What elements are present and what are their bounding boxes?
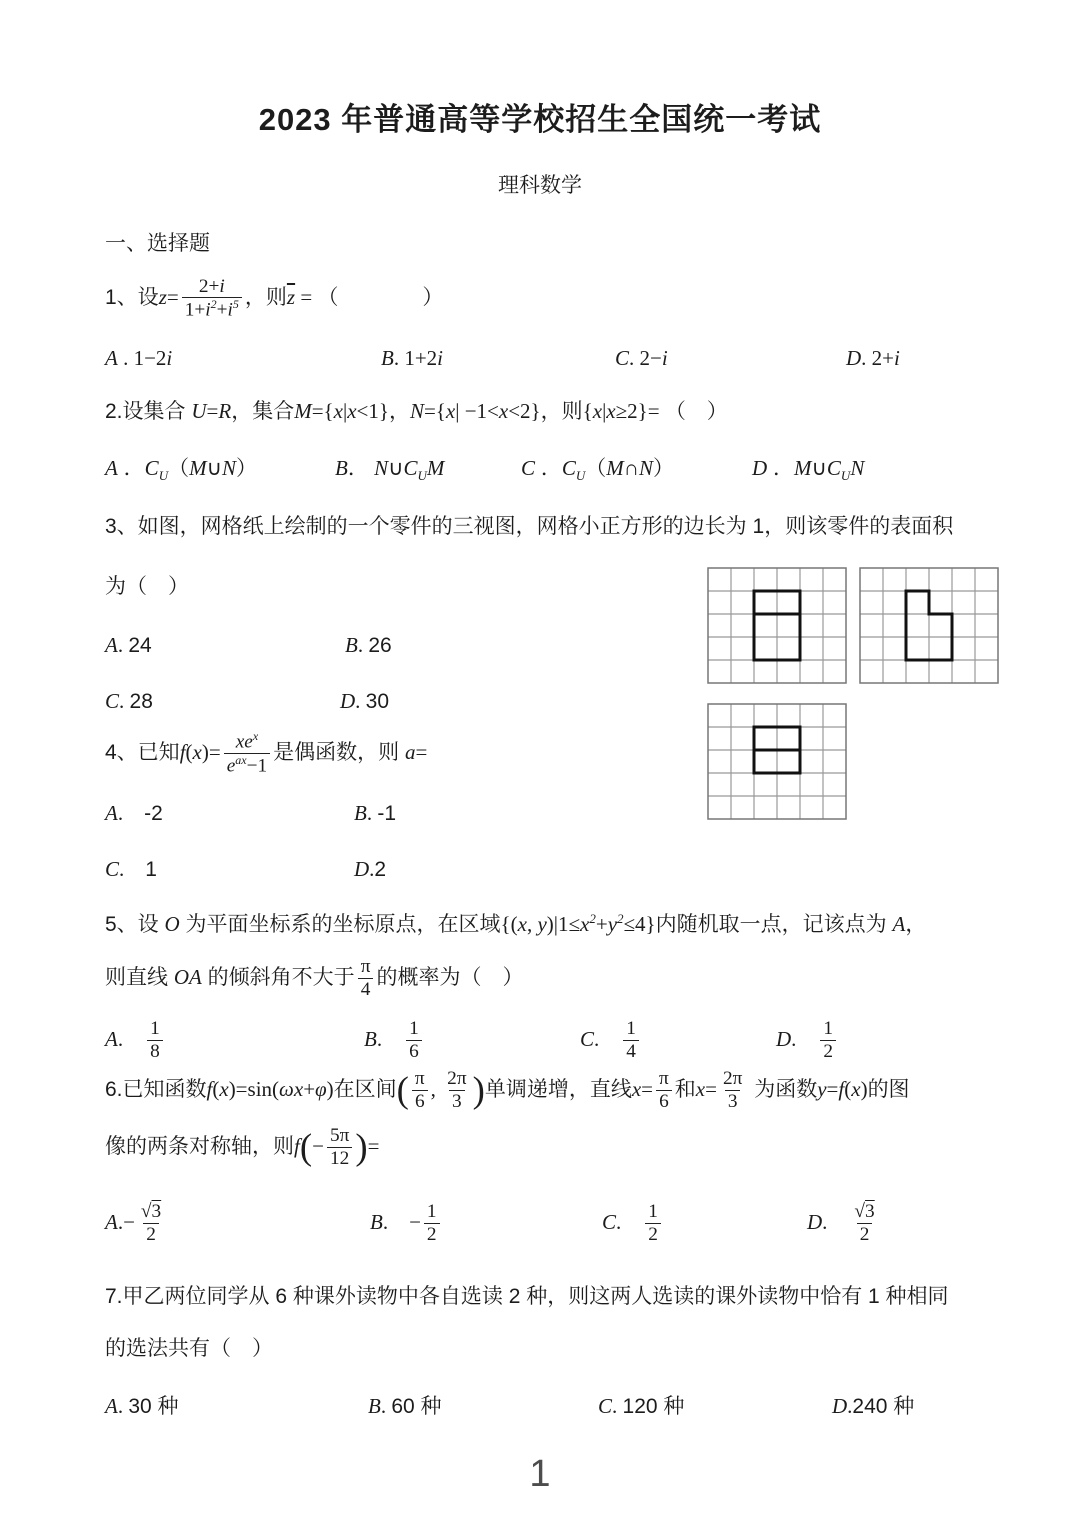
page-title: 2023 年普通高等学校招生全国统一考试 bbox=[258, 102, 822, 137]
question-4-option-b: B. -1 bbox=[354, 801, 397, 825]
question-2-stem: 2.设集合 U=R，集合M={x|x<1}，N={x| −1<x<2}，则{x|x≥2}= （ ） bbox=[105, 399, 728, 423]
question-1-option-a: A . 1−2i bbox=[105, 346, 173, 370]
question-3-option-d: D. 30 bbox=[340, 689, 390, 713]
page-subtitle: 理科数学 bbox=[498, 174, 582, 197]
question-1-option-c: C. 2−i bbox=[615, 346, 668, 370]
question-3-option-a: A. 24 bbox=[105, 633, 152, 657]
question-7-stem-line-1: 7.甲乙两位同学从 6 种课外读物中各自选读 2 种，则这两人选读的课外读物中恰有 1 种相同 bbox=[105, 1285, 949, 1308]
question-4-option-a: A. -2 bbox=[105, 801, 163, 825]
question-3-option-b: B. 26 bbox=[345, 633, 392, 657]
question-2-option-d: D ．$M\cup C_UN$ bbox=[752, 456, 865, 484]
section-heading: 一、选择题 bbox=[105, 232, 210, 255]
question-5-option-d: D . $\frac{1}{2}$ bbox=[776, 1012, 839, 1068]
question-5-stem-line-2: 则直线 OA 的倾斜角不大于 $\frac{\pi}{4}$ 的概率为（ ） bbox=[105, 956, 524, 1000]
question-2-option-c: C ．$C_U(M\cap N)$ bbox=[521, 456, 674, 484]
question-7-option-c: C. 120 种 bbox=[598, 1394, 685, 1418]
question-6-option-d: D . $\frac{√3}{2}$ bbox=[807, 1201, 875, 1245]
top-view-grid bbox=[706, 702, 848, 827]
question-4-option-c: C. 1 bbox=[105, 857, 157, 881]
question-6-option-a: A .− $\frac{√3}{2}$ bbox=[105, 1201, 162, 1245]
question-3-stem-line-1: 3、如图，网格纸上绘制的一个零件的三视图，网格小正方形的边长为 1，则该零件的表面积 bbox=[105, 515, 954, 538]
question-5-stem-line-1: 5、设 O 为平面坐标系的坐标原点，在区域{(x, $y)|1\le x^2+y^2\le 4$}内随机取一点，记该点为 A， bbox=[105, 911, 927, 936]
question-3-stem-line-2: 为（ ） bbox=[105, 575, 189, 598]
question-4-option-d: D.2 bbox=[354, 857, 387, 881]
question-3-option-c: C. 28 bbox=[105, 689, 153, 713]
page-number: 1 bbox=[529, 1453, 551, 1495]
question-5-option-a: A . $\frac{1}{8}$ bbox=[105, 1012, 166, 1068]
side-view-grid bbox=[858, 566, 1000, 691]
question-1-option-b: B. 1+2i bbox=[381, 346, 444, 370]
question-6-option-c: C . $\frac{1}{2}$ bbox=[602, 1192, 664, 1254]
question-6-stem-line-2: 像的两条对称轴，则 f ( − $\frac{5\pi}{12}$ ) = bbox=[105, 1125, 380, 1169]
question-1-stem: 1、设 z = $\frac{2+i}{1+i^2+i^5}$ ，则 $\overline{z}$ = （ ） bbox=[105, 275, 444, 321]
question-6-stem-line-1: 6.已知函数 f ( x )=sin( ωx + φ ) 在区间 ( $\frac{\pi}{6}$ , $\frac{2\pi}{3}$ ) 单调递增，直线 x = $\frac{\pi}{6}$ 和 x = $\frac{2\pi}{3}$ 为函数 y = f ( x ) 的图 bbox=[105, 1068, 910, 1112]
front-view-grid bbox=[706, 566, 848, 691]
question-7-option-a: A. 30 种 bbox=[105, 1394, 179, 1418]
question-5-option-c: C . $\frac{1}{4}$ bbox=[580, 1012, 642, 1068]
question-4-stem: 4、已知 f ( x )= $\frac{xe^x}{e^{ax}-1}$ 是偶函数，则 a = bbox=[105, 728, 428, 776]
question-1-option-d: D. 2+i bbox=[846, 346, 900, 370]
question-6-option-b: B . − $\frac{1}{2}$ bbox=[370, 1192, 443, 1254]
question-2-option-a: A ．$C_U(M\cup N)$ bbox=[105, 456, 257, 484]
question-5-option-b: B . $\frac{1}{6}$ bbox=[364, 1012, 425, 1068]
question-2-option-b: B． $N\cup C_UM$ bbox=[335, 456, 445, 484]
question-7-option-d: D.240 种 bbox=[832, 1394, 915, 1418]
question-7-stem-line-2: 的选法共有（ ） bbox=[105, 1337, 273, 1360]
question-7-option-b: B. 60 种 bbox=[368, 1394, 442, 1418]
